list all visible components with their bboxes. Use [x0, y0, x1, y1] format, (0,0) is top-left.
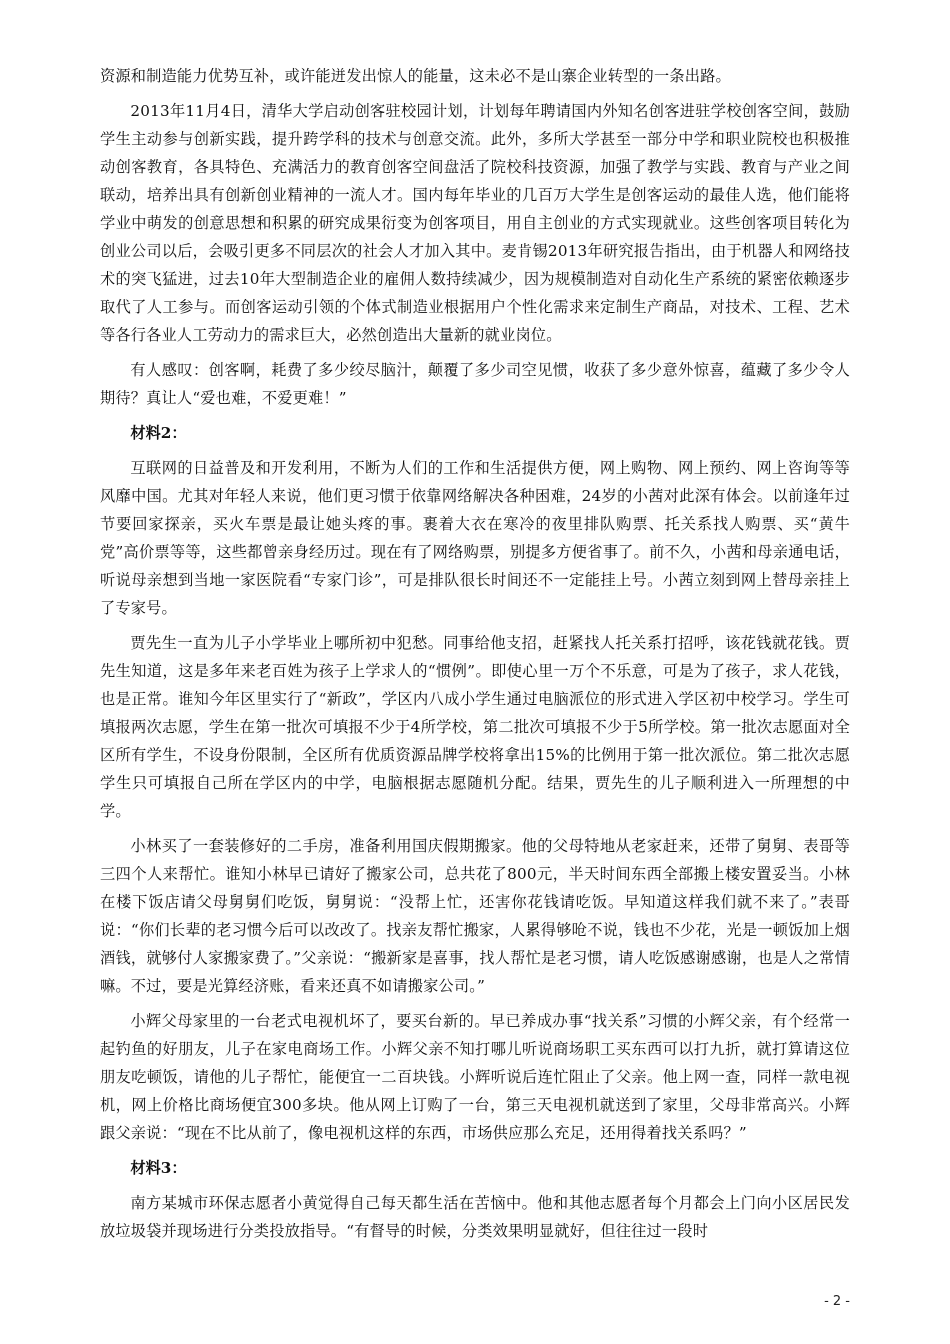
paragraph-tsinghua-maker: 2013年11月4日，清华大学启动创客驻校园计划，计划每年聘请国内外知名创客进驻学校创客空间，鼓励学生主动参与创新实践，提升跨学科的技术与创意交流。此外，多所大学甚至一部分中学和职业院校也积极推动创客教育，各具特色、充满活力的教育创客空间盘活了院校科技资源，加强了教学与实践、教育与产业之间联动，培养出具有创新创业精神的一流人才。国内每年毕业的几百万大学生是创客运动的最佳人选，他们能将学业中萌发的创意思想和积累的研究成果衍变为创客项目，用自主创业的方式实现就业。这些创客项目转化为创业公司以后，会吸引更多不同层次的社会人才加入其中。麦肯锡2013年研究报告指出，由于机器人和网络技术的突飞猛进，过去10年大型制造企业的雇佣人数持续减少，因为规模制造对自动化生产系统的紧密依赖逐步取代了人工参与。而创客运动引领的个体式制造业根据用户个性化需求来定制生产商品，对技术、工程、艺术等各行各业人工劳动力的需求巨大，必然创造出大量新的就业岗位。 [100, 102, 850, 344]
paragraph-xiaolin-moving: 小林买了一套装修好的二手房，准备利用国庆假期搬家。他的父母特地从老家赶来，还带了舅舅、表哥等三四个人来帮忙。谁知小林早已请好了搬家公司，总共花了800元，半天时间东西全部搬上楼安置妥当。小林在楼下饭店请父母舅舅们吃饭，舅舅说：“没帮上忙，还害你花钱请吃饭。早知道这样我们就不来了。”表哥说：“你们长辈的老习惯今后可以改改了。找亲友帮忙搬家，人累得够呛不说，钱也不少花，光是一顿饭加上烟酒钱，就够付人家搬家费了。”父亲说：“搬新家是喜事，找人帮忙是老习惯，请人吃饭感谢感谢，也是人之常情嘛。不过，要是光算经济账，看来还真不如请搬家公司。” [100, 837, 850, 995]
paragraph-xiaohui-tv: 小辉父母家里的一台老式电视机坏了，要买台新的。早已养成办事“找关系”习惯的小辉父亲，有个经常一起钓鱼的好朋友，儿子在家电商场工作。小辉父亲不知打哪儿听说商场职工买东西可以打九折，就打算请这位朋友吃顿饭，请他的儿子帮忙，能便宜一二百块钱。小辉听说后连忙阻止了父亲。他上网一查，同样一款电视机，网上价格比商场便宜300多块。他从网上订购了一台，第三天电视机就送到了家里，父母非常高兴。小辉跟父亲说：“现在不比从前了，像电视机这样的东西，市场供应那么充足，还用得着找关系吗？” [100, 1012, 850, 1142]
paragraph-xiaohuang: 南方某城市环保志愿者小黄觉得自己每天都生活在苦恼中。他和其他志愿者每个月都会上门向小区居民发放垃圾袋并现场进行分类投放指导。“有督导的时候，分类效果明显就好，但往往过一段时 [100, 1194, 850, 1240]
paragraph-maker-sigh: 有人感叹：创客啊，耗费了多少绞尽脑汁，颠覆了多少司空见惯，收获了多少意外惊喜，蕴藏了多少令人期待？真让人“爱也难，不爱更难！” [100, 361, 850, 407]
paragraph-internet-xiaoqian: 互联网的日益普及和开发利用，不断为人们的工作和生活提供方便，网上购物、网上预约、网上咨询等等风靡中国。尤其对年轻人来说，他们更习惯于依靠网络解决各种困难，24岁的小茜对此深有体会。以前逢年过节要回家探亲，买火车票是最让她头疼的事。裹着大衣在寒冷的夜里排队购票、托关系找人购票、买“黄牛党”高价票等等，这些都曾亲身经历过。现在有了网络购票，别提多方便省事了。前不久，小茜和母亲通电话，听说母亲想到当地一家医院看“专家门诊”，可是排队很长时间还不一定能挂上号。小茜立刻到网上替母亲挂上了专家号。 [100, 459, 850, 617]
paragraph-mr-jia: 贾先生一直为儿子小学毕业上哪所初中犯愁。同事给他支招，赶紧找人托关系打招呼，该花钱就花钱。贾先生知道，这是多年来老百姓为孩子上学求人的“惯例”。即使心里一万个不乐意，可是为了孩子，求人花钱，也是正常。谁知今年区里实行了“新政”，学区内八成小学生通过电脑派位的形式进入学区初中校学习。学生可填报两次志愿，学生在第一批次可填报不少于4所学校，第二批次可填报不少于5所学校。第一批次志愿面对全区所有学生，不设身份限制，全区所有优质资源品牌学校将拿出15%的比例用于第一批次派位。第二批次志愿学生只可填报自己所在学区内的中学，电脑根据志愿随机分配。结果，贾先生的儿子顺利进入一所理想的中学。 [100, 634, 850, 820]
page-number: - 2 - [824, 1294, 850, 1309]
document-body [100, 62, 850, 1252]
paragraph-continuation: 资源和制造能力优势互补，或许能迸发出惊人的能量，这未必不是山寨企业转型的一条出路。 [100, 67, 731, 85]
heading-material-2: 材料2： [130, 424, 187, 442]
heading-material-3: 材料3： [130, 1159, 187, 1177]
